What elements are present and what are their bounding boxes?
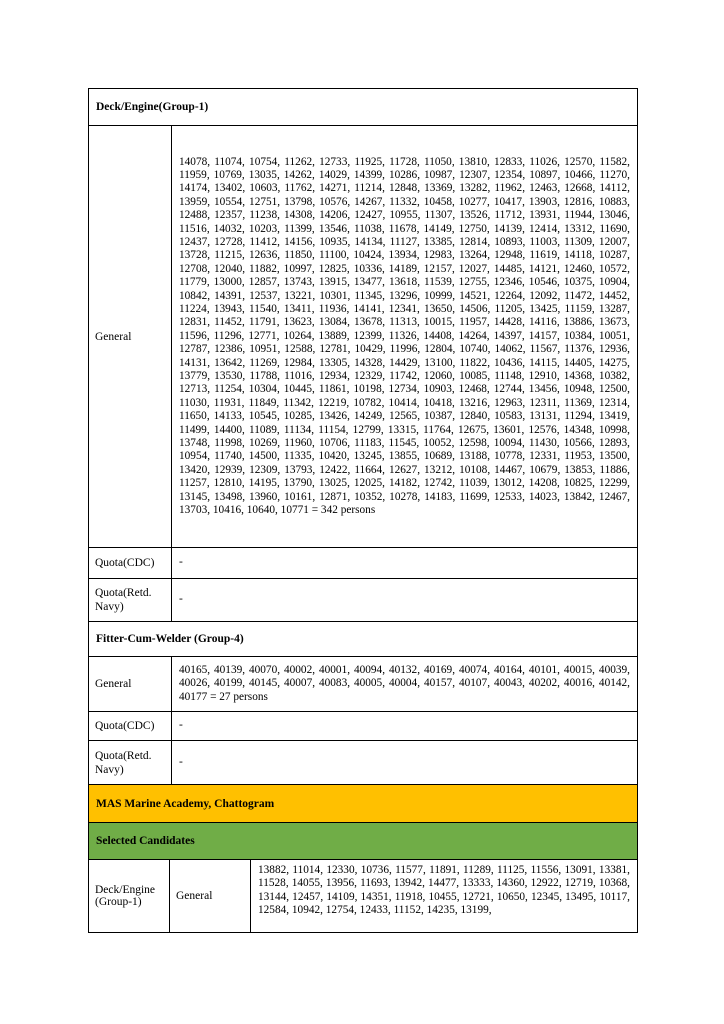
quota-cdc-value: -	[179, 556, 183, 569]
quota-navy-value: -	[179, 755, 183, 768]
quota-cdc-label: Quota(CDC)	[89, 712, 172, 740]
group-label: Deck/Engine (Group-1)	[89, 860, 170, 932]
deck-engine-general-row	[89, 125, 637, 547]
quota-navy-label: Quota(Retd. Navy)	[89, 579, 172, 621]
mas-deck-engine-general-row	[89, 859, 637, 932]
general-label: General	[170, 860, 251, 932]
section-heading-deck-engine	[89, 89, 637, 125]
fitter-general-row	[89, 656, 637, 711]
general-label: General	[89, 657, 172, 711]
general-roll-list: 40165, 40139, 40070, 40002, 40001, 40094, 40132, 40169, 40074, 40164, 40101, 40015, 40039, 40026, 40199, 40145, 40007, 40083, 40005, 40004, 40157, 40107, 40043, 40202, 40016, 40142, 40177 = 27 persons	[179, 663, 630, 703]
institute-name: MAS Marine Academy, Chattogram	[96, 797, 275, 810]
result-table	[88, 88, 638, 933]
general-roll-list: 13882, 11014, 12330, 10736, 11577, 11891, 11289, 11125, 11556, 13091, 13381, 11528, 14055, 13956, 11693, 13942, 14477, 13333, 14360, 12922, 12719, 10368, 13144, 12457, 14109, 14351, 11918, 10455, 12721, 10650, 12345, 13495, 10117, 12584, 10942, 12754, 12433, 11152, 14235, 13199,	[258, 864, 630, 917]
general-roll-list: 14078, 11074, 10754, 11262, 12733, 11925, 11728, 11050, 13810, 12833, 11026, 12570, 11582, 11959, 10769, 13035, 14262, 14029, 14399, 10286, 10987, 12307, 12354, 10897, 10466, 11270, 14174, 13402, 10603, 11762, 14271, 11214, 12848, 13369, 13282, 11962, 12463, 12668, 14112, 13959, 10554, 12751, 13798, 10576, 14267, 11332, 10458, 10277, 10417, 13903, 12816, 10883, 12488, 12357, 11238, 14308, 14206, 12427, 10955, 11307, 13526, 11712, 13931, 11944, 13046, 11516, 14032, 10203, 11399, 13546, 11038, 11678, 14149, 12750, 14139, 12414, 13312, 11690, 12437, 12728, 11412, 14156, 10935, 14134, 11127, 13385, 12814, 10893, 11003, 11309, 12007, 13728, 11215, 12636, 11850, 11100, 10424, 13934, 12983, 13264, 12948, 11619, 14118, 10287, 12708, 12040, 11882, 10997, 12825, 10336, 14189, 12157, 12027, 14485, 14121, 12460, 10572, 11779, 13000, 12857, 13743, 13915, 13477, 13618, 11539, 12755, 12346, 10546, 10375, 10904, 10842, 14391, 12537, 13221, 10301, 11345, 13296, 10999, 14521, 12264, 12092, 11472, 14452, 11224, 13943, 11540, 13411, 11936, 14141, 12341, 13650, 14506, 11205, 13425, 11159, 13287, 12831, 11452, 11791, 13623, 13084, 13678, 11313, 10015, 11957, 14428, 14116, 13886, 13673, 11596, 11296, 12771, 10264, 13889, 12399, 11326, 14408, 14264, 14397, 14157, 10384, 10051, 12787, 12386, 10951, 12588, 12781, 10429, 11996, 12804, 10740, 14062, 11567, 11376, 12936, 14131, 13642, 11269, 12984, 13305, 14328, 14429, 13100, 11822, 10436, 14115, 14405, 14275, 13779, 13530, 11788, 11016, 12934, 12329, 11742, 12060, 10085, 11148, 12910, 14368, 10382, 12713, 11254, 10304, 10445, 11861, 10198, 12734, 10903, 12468, 12744, 13456, 10948, 12500, 11030, 11931, 11849, 11342, 12219, 10782, 10414, 10418, 13216, 12963, 12311, 11369, 12314, 11650, 14133, 10545, 10285, 13426, 14249, 12565, 10387, 12840, 10583, 13131, 11294, 13419, 11499, 14400, 11089, 11134, 11154, 12799, 13315, 11764, 12675, 13601, 12576, 14348, 10998, 13748, 11998, 10269, 11960, 10706, 11183, 11545, 10052, 12598, 10094, 11430, 10566, 12893, 10954, 11740, 14500, 11335, 10420, 13245, 13855, 10689, 13188, 10778, 12331, 11953, 13500, 13420, 12939, 12309, 13793, 12422, 11664, 12627, 13212, 10108, 14467, 10679, 13853, 11886, 11257, 12810, 14195, 13790, 13025, 12025, 14182, 12742, 11039, 13012, 14208, 10825, 12299, 13145, 13498, 13960, 10161, 12871, 10352, 10278, 14183, 11699, 12533, 14023, 13842, 12467, 13703, 10416, 10640, 10771 = 342 persons	[179, 155, 630, 517]
deck-engine-navy-row	[89, 578, 637, 621]
heading-text: Fitter-Cum-Welder (Group-4)	[96, 633, 244, 645]
deck-engine-cdc-row	[89, 547, 637, 578]
selected-candidates-heading	[89, 822, 637, 859]
fitter-cdc-row	[89, 711, 637, 740]
section-heading-fitter	[89, 621, 637, 656]
heading-text: Deck/Engine(Group-1)	[96, 101, 209, 113]
quota-cdc-label: Quota(CDC)	[89, 548, 172, 578]
quota-navy-value: -	[179, 593, 183, 606]
quota-cdc-value: -	[179, 719, 183, 732]
selected-candidates-label: Selected Candidates	[96, 835, 195, 847]
institute-heading	[89, 784, 637, 822]
quota-navy-label: Quota(Retd. Navy)	[89, 741, 172, 784]
fitter-navy-row	[89, 740, 637, 784]
general-label: General	[89, 126, 172, 547]
